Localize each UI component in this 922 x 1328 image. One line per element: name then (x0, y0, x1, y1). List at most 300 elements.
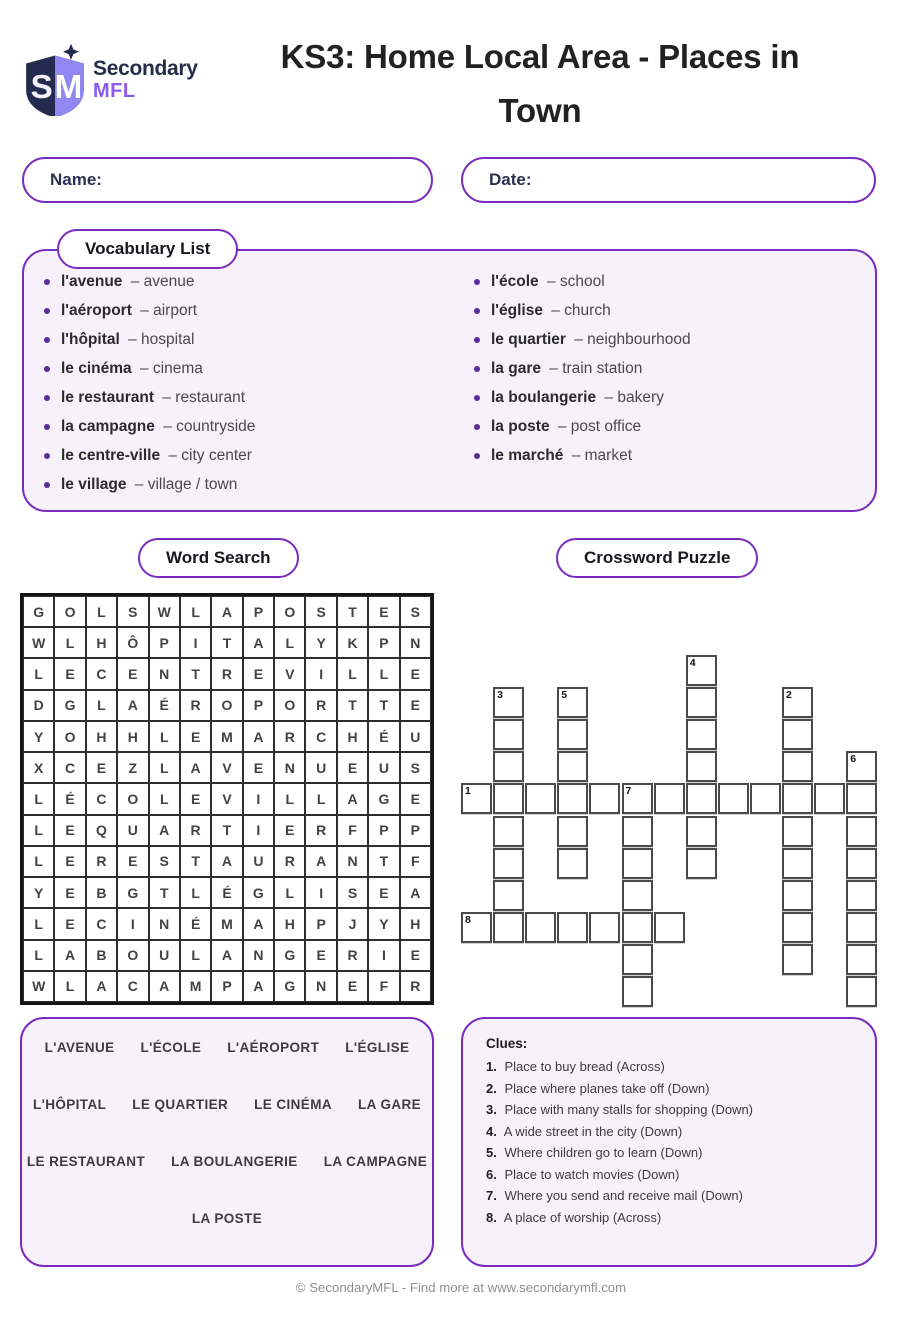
wordsearch-cell: R (86, 846, 117, 877)
wordsearch-cell: R (337, 940, 368, 971)
wordsearch-cell: G (368, 783, 399, 814)
crossword-cell[interactable] (814, 783, 845, 814)
wordlist-panel (20, 1017, 434, 1267)
bullet-icon (474, 366, 480, 372)
wordsearch-cell: A (337, 783, 368, 814)
clue-line (486, 1056, 859, 1078)
bullet-icon (44, 337, 50, 343)
vocab-column-left (44, 267, 255, 499)
vocab-item (44, 296, 255, 325)
clue-line (486, 1185, 859, 1207)
crossword-cell[interactable] (846, 783, 877, 814)
wordsearch-cell: H (337, 721, 368, 752)
vocab-french: le quartier (491, 330, 566, 348)
vocab-item (44, 325, 255, 354)
wordsearch-cell: W (23, 971, 54, 1002)
wordlist-word: LA CAMPAGNE (323, 1154, 428, 1169)
wordsearch-cell: L (274, 877, 305, 908)
clue-text: Place where planes take off (Down) (500, 1080, 710, 1096)
logo-text-secondary: MFL (93, 80, 136, 102)
crossword-cell[interactable] (493, 687, 524, 718)
wordsearch-cell: G (274, 971, 305, 1002)
wordsearch-cell: H (274, 908, 305, 939)
wordsearch-cell: E (180, 721, 211, 752)
vocab-french: la poste (491, 417, 550, 435)
wordsearch-cell: N (305, 971, 336, 1002)
wordsearch-cell: C (86, 658, 117, 689)
wordsearch-cell: E (54, 877, 85, 908)
wordsearch-cell: I (243, 783, 274, 814)
wordsearch-cell: A (149, 971, 180, 1002)
crossword-cell[interactable] (686, 783, 717, 814)
crossword-number: 6 (850, 753, 857, 766)
wordsearch-cell: U (149, 940, 180, 971)
wordsearch-cell: R (211, 658, 242, 689)
logo (24, 42, 198, 116)
crossword-number: 7 (625, 785, 632, 798)
wordsearch-section-pill: Word Search (138, 538, 299, 578)
wordsearch-cell: E (305, 940, 336, 971)
wordsearch-cell: U (305, 752, 336, 783)
wordsearch-cell: K (337, 627, 368, 658)
wordsearch-cell: R (274, 721, 305, 752)
wordsearch-cell: P (368, 627, 399, 658)
vocab-english: – airport (135, 301, 198, 319)
wordlist-word: LA BOULANGERIE (171, 1154, 298, 1169)
crossword-cell[interactable] (686, 848, 717, 879)
wordsearch-cell: O (117, 940, 148, 971)
wordsearch-cell: N (149, 658, 180, 689)
wordsearch-cell: R (305, 815, 336, 846)
wordsearch-cell: J (337, 908, 368, 939)
crossword-cell[interactable] (846, 880, 877, 911)
crossword-cell[interactable] (622, 944, 653, 975)
vocab-english: – market (567, 446, 632, 464)
vocab-french: la boulangerie (491, 388, 597, 406)
crossword-cell[interactable] (622, 912, 653, 943)
word-row (22, 1019, 432, 1076)
bullet-icon (44, 366, 50, 372)
crossword-cell[interactable] (686, 816, 717, 847)
wordsearch-cell: L (54, 971, 85, 1002)
crossword-cell[interactable] (782, 944, 813, 975)
crossword-cell[interactable] (782, 687, 813, 718)
wordsearch-cell: A (400, 877, 431, 908)
wordsearch-cell: L (337, 658, 368, 689)
wordsearch-cell: A (149, 815, 180, 846)
crossword-cell[interactable] (782, 751, 813, 782)
crossword-cell[interactable] (750, 783, 781, 814)
wordsearch-cell: Y (305, 627, 336, 658)
vocab-item (474, 354, 691, 383)
crossword-cell[interactable] (686, 655, 717, 686)
crossword-cell[interactable] (525, 912, 556, 943)
crossword-cell[interactable] (493, 848, 524, 879)
wordsearch-cell: L (54, 627, 85, 658)
wordsearch-cell: G (23, 596, 54, 627)
wordsearch-cell: F (337, 815, 368, 846)
wordsearch-cell: L (274, 783, 305, 814)
vocab-english: – city center (164, 446, 252, 464)
bullet-icon (474, 395, 480, 401)
vocab-item (44, 470, 255, 499)
crossword-number: 2 (786, 689, 792, 702)
wordsearch-cell: O (54, 596, 85, 627)
vocab-item (474, 296, 691, 325)
vocab-item (44, 412, 255, 441)
wordsearch-cell: E (180, 783, 211, 814)
wordsearch-cell: E (400, 690, 431, 721)
wordsearch-cell: E (368, 596, 399, 627)
wordsearch-cell: L (23, 846, 54, 877)
name-field[interactable] (22, 157, 433, 203)
wordsearch-cell: R (305, 690, 336, 721)
wordsearch-cell: L (149, 783, 180, 814)
clues-title: Clues: (486, 1036, 528, 1051)
crossword-cell[interactable] (782, 912, 813, 943)
wordsearch-cell: L (23, 940, 54, 971)
vocab-english: – village / town (130, 475, 238, 493)
clue-number: 7. (486, 1188, 497, 1203)
clue-number: 4. (486, 1123, 497, 1139)
vocab-french: l'hôpital (61, 330, 120, 348)
wordsearch-cell: L (23, 908, 54, 939)
crossword-cell[interactable] (493, 880, 524, 911)
wordsearch-cell: L (23, 783, 54, 814)
wordsearch-cell: I (243, 815, 274, 846)
wordlist-word: L'ÉCOLE (140, 1040, 202, 1055)
crossword-cell[interactable] (846, 848, 877, 879)
wordsearch-cell: T (337, 690, 368, 721)
wordsearch-grid (20, 593, 434, 1005)
vocab-english: – avenue (126, 272, 195, 290)
wordsearch-cell: Ô (117, 627, 148, 658)
clue-line (486, 1099, 859, 1121)
wordsearch-cell: A (54, 940, 85, 971)
vocab-item (44, 383, 255, 412)
crossword-number: 3 (497, 689, 503, 702)
wordsearch-cell: C (117, 971, 148, 1002)
vocab-french: le marché (491, 446, 564, 464)
clue-number: 2. (486, 1080, 497, 1096)
crossword-cell[interactable] (686, 751, 717, 782)
crossword-cell[interactable] (782, 783, 813, 814)
wordsearch-cell: M (211, 908, 242, 939)
vocab-french: l'école (491, 272, 539, 290)
wordsearch-cell: L (274, 627, 305, 658)
crossword-cell[interactable] (622, 783, 653, 814)
wordsearch-cell: L (23, 658, 54, 689)
wordlist-word: L'AÉROPORT (227, 1040, 320, 1055)
wordsearch-cell: R (180, 690, 211, 721)
wordsearch-cell: T (180, 658, 211, 689)
wordsearch-cell: N (243, 940, 274, 971)
wordsearch-cell: U (117, 815, 148, 846)
clue-text: A wide street in the city (Down) (500, 1123, 683, 1139)
wordsearch-cell: P (243, 596, 274, 627)
date-label: Date: (489, 170, 532, 189)
wordsearch-cell: E (117, 658, 148, 689)
vocab-french: le cinéma (61, 359, 132, 377)
wordsearch-cell: H (117, 721, 148, 752)
wordsearch-cell: L (149, 721, 180, 752)
clue-text: Place to buy bread (Across) (500, 1059, 665, 1074)
vocab-french: l'église (491, 301, 543, 319)
vocab-english: – train station (544, 359, 643, 377)
clue-number: 1. (486, 1059, 497, 1074)
wordsearch-cell: O (274, 596, 305, 627)
wordsearch-cell: Y (368, 908, 399, 939)
wordsearch-cell: N (149, 908, 180, 939)
wordsearch-cell: R (274, 846, 305, 877)
bullet-icon (44, 424, 50, 430)
wordsearch-cell: L (23, 815, 54, 846)
wordsearch-cell: O (211, 690, 242, 721)
logo-text-primary: Secondary (93, 57, 198, 80)
crossword-cell[interactable] (557, 816, 588, 847)
wordsearch-cell: C (86, 908, 117, 939)
wordsearch-cell: E (117, 846, 148, 877)
vocab-french: le restaurant (61, 388, 155, 406)
wordsearch-cell: X (23, 752, 54, 783)
vocab-french: le centre-ville (61, 446, 161, 464)
crossword-cell[interactable] (622, 880, 653, 911)
wordsearch-cell: A (305, 846, 336, 877)
crossword-cell[interactable] (557, 783, 588, 814)
crossword-cell[interactable] (718, 783, 749, 814)
bullet-icon (474, 453, 480, 459)
crossword-cell[interactable] (557, 912, 588, 943)
wordsearch-cell: L (86, 596, 117, 627)
vocab-item (44, 267, 255, 296)
wordsearch-cell: A (180, 752, 211, 783)
wordsearch-cell: E (54, 846, 85, 877)
vocab-item (474, 267, 691, 296)
bullet-icon (474, 424, 480, 430)
crossword-cell[interactable] (846, 816, 877, 847)
crossword-cell[interactable] (686, 687, 717, 718)
wordsearch-cell: G (274, 940, 305, 971)
clues-list (486, 1056, 859, 1228)
wordsearch-cell: L (180, 940, 211, 971)
wordsearch-cell: U (368, 752, 399, 783)
crossword-cell[interactable] (846, 912, 877, 943)
crossword-cell[interactable] (622, 816, 653, 847)
wordsearch-cell: I (305, 658, 336, 689)
wordsearch-cell: M (180, 971, 211, 1002)
wordsearch-cell: A (243, 721, 274, 752)
wordsearch-cell: E (337, 971, 368, 1002)
crossword-section-pill: Crossword Puzzle (556, 538, 758, 578)
wordsearch-cell: I (368, 940, 399, 971)
crossword-cell[interactable] (557, 848, 588, 879)
wordsearch-cell: H (86, 627, 117, 658)
crossword-number: 8 (465, 913, 471, 926)
crossword-cell[interactable] (525, 783, 556, 814)
wordsearch-cell: H (86, 721, 117, 752)
clue-line (486, 1207, 859, 1229)
crossword-cell[interactable] (493, 719, 524, 750)
crossword-number: 4 (689, 657, 696, 669)
crossword-cell[interactable] (622, 848, 653, 879)
crossword-cell[interactable] (846, 944, 877, 975)
wordlist-word: L'ÉGLISE (345, 1040, 410, 1055)
vocab-item (474, 383, 691, 412)
wordsearch-cell: E (337, 752, 368, 783)
wordsearch-cell: P (243, 690, 274, 721)
vocab-french: l'aéroport (61, 301, 132, 319)
vocab-french: la gare (491, 359, 541, 377)
wordsearch-cell: B (86, 940, 117, 971)
wordsearch-cell: C (305, 721, 336, 752)
vocab-english: – post office (553, 417, 642, 435)
wordlist-word: LE QUARTIER (132, 1097, 229, 1112)
crossword-cell[interactable] (557, 751, 588, 782)
vocab-french: la campagne (61, 417, 155, 435)
svg-text:S: S (30, 69, 53, 107)
wordsearch-cell: É (368, 721, 399, 752)
vocab-english: – church (546, 301, 611, 319)
crossword-cell[interactable] (589, 783, 620, 814)
wordsearch-cell: E (243, 658, 274, 689)
wordsearch-cell: I (117, 908, 148, 939)
wordsearch-cell: I (180, 627, 211, 658)
vocab-french: l'avenue (61, 272, 123, 290)
wordsearch-cell: W (23, 627, 54, 658)
svg-text:M: M (54, 69, 83, 107)
vocab-item (44, 354, 255, 383)
wordsearch-cell: G (117, 877, 148, 908)
bullet-icon (44, 453, 50, 459)
word-row (22, 1190, 432, 1247)
wordsearch-cell: E (400, 940, 431, 971)
bullet-icon (44, 482, 50, 488)
wordsearch-cell: T (368, 846, 399, 877)
vocab-item (474, 325, 691, 354)
wordsearch-cell: T (368, 690, 399, 721)
wordsearch-cell: É (54, 783, 85, 814)
wordsearch-cell: A (117, 690, 148, 721)
vocab-english: – cinema (135, 359, 203, 377)
crossword-cell[interactable] (493, 816, 524, 847)
wordsearch-cell: O (117, 783, 148, 814)
vocab-english: – school (542, 272, 605, 290)
crossword-cell[interactable] (493, 912, 524, 943)
crossword-cell[interactable] (493, 783, 524, 814)
bullet-icon (44, 308, 50, 314)
crossword-cell[interactable] (589, 912, 620, 943)
vocab-item (474, 441, 691, 470)
bullet-icon (474, 337, 480, 343)
vocab-item (44, 441, 255, 470)
vocab-english: – countryside (158, 417, 256, 435)
crossword-cell[interactable] (493, 751, 524, 782)
wordsearch-cell: Y (23, 877, 54, 908)
wordlist-word: L'HÔPITAL (32, 1097, 107, 1112)
wordsearch-cell: E (54, 658, 85, 689)
wordsearch-cell: S (117, 596, 148, 627)
crossword-number: 5 (561, 689, 568, 702)
wordsearch-cell: S (337, 877, 368, 908)
wordsearch-cell: N (337, 846, 368, 877)
crossword-cell[interactable] (782, 848, 813, 879)
crossword-cell[interactable] (461, 783, 492, 814)
crossword-cell[interactable] (846, 751, 877, 782)
clue-text: Place with many stalls for shopping (Down) (500, 1102, 754, 1117)
crossword-cell[interactable] (654, 783, 685, 814)
wordsearch-cell: E (400, 658, 431, 689)
wordsearch-cell: R (180, 815, 211, 846)
wordsearch-cell: É (149, 690, 180, 721)
wordsearch-cell: M (211, 721, 242, 752)
clue-line (486, 1142, 859, 1164)
wordsearch-cell: B (86, 877, 117, 908)
logo-shield-icon (24, 42, 86, 116)
vocab-english: – bakery (600, 388, 664, 406)
crossword-cell[interactable] (686, 719, 717, 750)
crossword-cell[interactable] (846, 976, 877, 1007)
wordsearch-cell: N (274, 752, 305, 783)
wordsearch-cell: S (400, 596, 431, 627)
wordsearch-cell: S (305, 596, 336, 627)
wordsearch-cell: G (54, 690, 85, 721)
bullet-icon (474, 279, 480, 285)
bullet-icon (44, 279, 50, 285)
wordsearch-cell: L (180, 877, 211, 908)
crossword-cell[interactable] (557, 719, 588, 750)
clue-line (486, 1121, 859, 1143)
wordlist-word: LA POSTE (191, 1211, 263, 1226)
wordsearch-cell: E (368, 877, 399, 908)
crossword-cell[interactable] (654, 912, 685, 943)
date-field[interactable] (461, 157, 876, 203)
wordsearch-cell: L (149, 752, 180, 783)
wordsearch-cell: Q (86, 815, 117, 846)
crossword-cell[interactable] (461, 912, 492, 943)
vocab-column-right (474, 267, 691, 470)
wordsearch-cell: S (400, 752, 431, 783)
crossword-cell[interactable] (782, 816, 813, 847)
name-label: Name: (50, 170, 102, 189)
wordsearch-cell: U (400, 721, 431, 752)
wordsearch-cell: É (211, 877, 242, 908)
vocab-english: – neighbourhood (569, 330, 691, 348)
clue-text: Where you send and receive mail (Down) (500, 1188, 743, 1203)
crossword-cell[interactable] (622, 976, 653, 1007)
word-row (22, 1076, 432, 1133)
wordsearch-cell: P (400, 815, 431, 846)
footer-text: © SecondaryMFL - Find more at www.secondarymfl.com (295, 1280, 627, 1295)
wordsearch-cell: A (243, 627, 274, 658)
crossword-cell[interactable] (557, 687, 588, 718)
wordsearch-cell: L (180, 596, 211, 627)
crossword-cell[interactable] (782, 719, 813, 750)
wordsearch-cell: R (400, 971, 431, 1002)
wordsearch-cell: Y (23, 721, 54, 752)
wordsearch-cell: A (211, 940, 242, 971)
clue-line (486, 1164, 859, 1186)
clue-text: Where children go to learn (Down) (500, 1145, 703, 1160)
clue-text: A place of worship (Across) (500, 1209, 662, 1225)
wordsearch-cell: T (211, 627, 242, 658)
vocab-french: le village (61, 475, 127, 493)
wordsearch-cell: T (211, 815, 242, 846)
wordlist-word: LE CINÉMA (254, 1097, 333, 1112)
wordsearch-cell: C (86, 783, 117, 814)
wordsearch-cell: I (305, 877, 336, 908)
wordsearch-cell: P (211, 971, 242, 1002)
crossword-cell[interactable] (782, 880, 813, 911)
